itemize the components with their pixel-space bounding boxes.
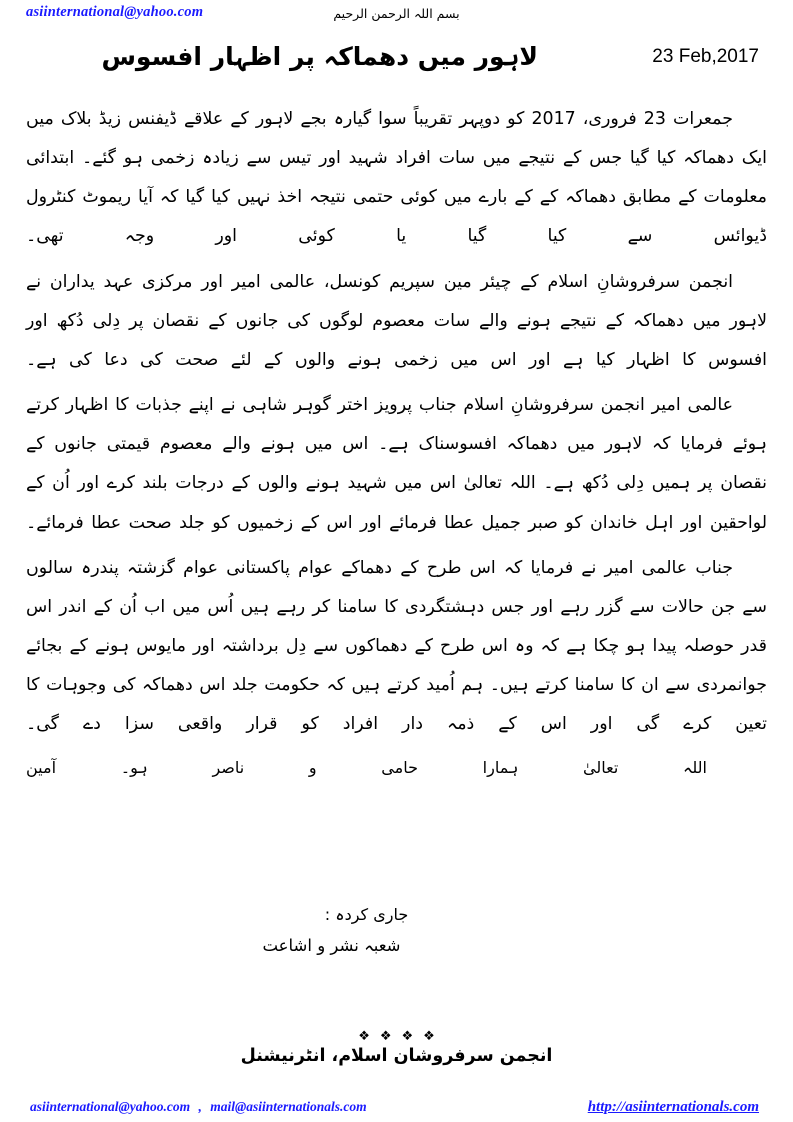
closing-invocation: اللہ تعالیٰ ہمارا حامی و ناصر ہو۔ آمین (26, 757, 707, 777)
body-paragraph: جمعرات 23 فروری، 2017 کو دوپہر تقریباً سوا گیارہ بجے لاہور کے علاقے ڈیفنس زیڈ بلاک میں ایک دھماکہ کیا گیا جس کے نتیجے میں سات افراد شہید اور تیس سے زیادہ زخمی ہو گئے۔ ابتدائی معلومات کے مطابق دھماکہ کے کے بارے میں کوئی حتمی نتیجہ اخذ نہیں کیا گیا کہ آیا ریموٹ کنٹرول ڈیوائس سے کیا گیا یا کوئی اور وجہ تھی۔ (26, 109, 767, 247)
body-paragraph: انجمن سرفروشانِ اسلام کے چیئر مین سپریم کونسل، عالمی امیر اور مرکزی عہد یداران نے لاہور میں دھماکہ کے نتیجے ہونے والے سات معصوم لوگوں کی جانوں کے نقصان پر دِلی دُکھ اور افسوس کا اظہار کیا ہے اور اس میں زخمی ہونے والوں کے لئے صحت کی دعا کی ہے۔ (26, 271, 767, 370)
body-paragraph: عالمی امیر انجمن سرفروشانِ اسلام جناب پرویز اختر گوہر شاہی نے اپنے جذبات کا اظہار کرتے ہوئے فرمایا کہ لاہور میں دھماکہ افسوسناک ہے۔ اس میں ہونے والے معصوم قیمتی جانوں کے نقصان پر ہمیں دِلی دُکھ ہے۔ اللہ تعالیٰ اس میں شہید ہونے والوں کے درجات بلند کرے اور اُن کے لواحقین اور اہل خاندان کو صبر جمیل عطا فرمائے اور اس کے زخمیوں کو جلد صحت عطا فرمائے۔ (26, 395, 767, 533)
diamond-ornament-icon: ❖ (379, 1028, 392, 1044)
diamond-ornament-icon: ❖ (358, 1028, 370, 1044)
body-paragraph: جناب عالمی امیر نے فرمایا کہ اس طرح کے دھماکے عوام پاکستانی عوام گزشتہ پندرہ سالوں سے جن حالات سے گزر رہے اور جس دہشتگردی کا سامنا کر رہے ہیں اُس میں اب اُن کے اندر اس قدر حوصلہ پیدا ہو چکا ہے کہ وہ اس طرح کے دھماکوں سے دِل برداشتہ اور مایوس ہونے کے بجائے جوانمردی سے ان کا سامنا کرتے ہیں۔ ہم اُمید کرتے ہیں کہ حکومت جلد اس دھماکہ کی وجوہات کا تعین کرے گی اور اس کے ذمہ دار افراد کو قرار واقعی سزا دے گی۔ (26, 557, 767, 735)
footer-website-link[interactable]: http://asiinternationals.com (587, 1099, 759, 1115)
organization-name: انجمن سرفروشان اسلام، انٹرنیشنل (240, 1046, 553, 1066)
footer-email-secondary[interactable]: mail@asiinternationals.com (210, 1099, 367, 1114)
page-header (0, 4, 793, 30)
issued-by-block (0, 900, 793, 962)
bismillah-text: بسم اللہ الرحمن الرحیم (333, 6, 460, 21)
page-title: لاہور میں دھماکہ پر اظہار افسوس (101, 42, 538, 71)
footer-email-separator: , (198, 1099, 202, 1114)
page-footer (0, 1099, 793, 1121)
footer-email-group (30, 1099, 367, 1115)
header-email-link[interactable]: asiinternational@yahoo.com (26, 4, 204, 20)
diamond-ornament-icon: ❖ (423, 1028, 435, 1044)
diamond-ornament-icon: ❖ (401, 1028, 414, 1044)
title-block (0, 38, 793, 88)
footer-email-primary[interactable]: asiinternational@yahoo.com (30, 1099, 191, 1114)
issuing-department: شعبہ نشر و اشاعت (262, 936, 401, 956)
document-date: 23 Feb,2017 (652, 46, 759, 67)
issued-by-label: جاری کردہ : (324, 905, 409, 924)
document-body (26, 100, 767, 784)
ornament-divider (0, 1028, 793, 1044)
